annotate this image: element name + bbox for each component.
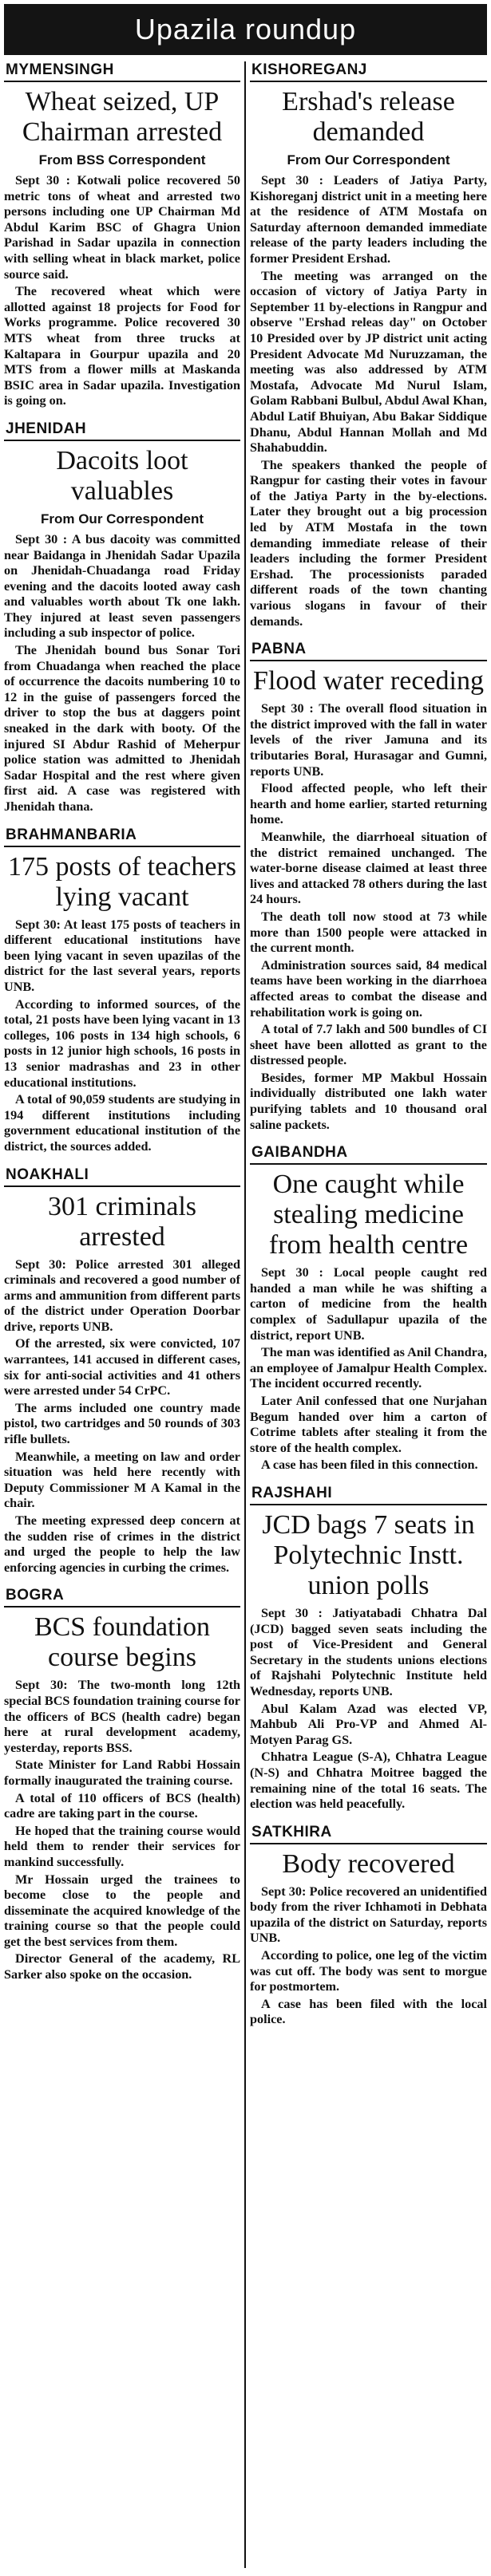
story-paragraph: Sept 30: Police arrested 301 alleged criminals and recovered a good number of arms and ammunition from different parts of the district under Operation Doorbar drive, reports UNB. xyxy=(4,1256,240,1334)
district-label: BRAHMANBARIA xyxy=(4,826,240,847)
story-paragraph: A case has been filed with the local police. xyxy=(250,1996,487,2027)
news-story xyxy=(250,1824,487,2028)
story-body xyxy=(250,1265,487,1473)
story-body xyxy=(4,917,240,1155)
story-paragraph: Sept 30 : Local people caught red handed a man while he was shifting a carton of medicine from the health complex of Sadullapur upazila of the district, report UNB. xyxy=(250,1265,487,1343)
news-story xyxy=(250,641,487,1133)
story-paragraph: Sept 30: At least 175 posts of teachers in different educational institutions have been lying vacant in seven upazilas of the district for the last several years, reports UNB. xyxy=(4,917,240,994)
news-story xyxy=(250,1144,487,1473)
story-paragraph: Sept 30: The two-month long 12th special BCS foundation training course for the officers of BCS (health cadre) began here at rural development academy, yesterday, reports BSS. xyxy=(4,1678,240,1755)
district-label: RAJSHAHI xyxy=(250,1485,487,1505)
story-paragraph: Sept 30: Police recovered an unidentified body from the river Ichhamoti in Debhata upazila of the district on Saturday, reports UNB. xyxy=(250,1884,487,1946)
story-headline: Ershad's release demanded xyxy=(282,87,455,147)
story-paragraph: A total of 90,059 students are studying in 194 different institutions including government educational institution of the district, the sources added. xyxy=(4,1092,240,1154)
story-byline: From BSS Correspondent xyxy=(38,152,206,168)
story-paragraph: Meanwhile, a meeting on law and order situation was held here recently with Deputy Commissioner M A Kamal in the chair. xyxy=(4,1449,240,1511)
story-paragraph: He hoped that the training course would held them to render their services for mankind successfully. xyxy=(4,1823,240,1869)
story-paragraph: Sept 30 : Leaders of Jatiya Party, Kishoreganj district unit in a meeting here at the residence of ATM Mostafa on Saturday afternoon demanded immediate release of the party leaders including the former President Ershad. xyxy=(250,173,487,266)
story-paragraph: Besides, former MP Makbul Hossain individually distributed one lakh water purifying tablets and 10 thousand oral saline packets. xyxy=(250,1070,487,1132)
story-paragraph: The meeting expressed deep concern at the sudden rise of crimes in the district and urged the people to help the law enforcing agencies in curbing the crimes. xyxy=(4,1513,240,1575)
story-paragraph: A case has been filed in this connection. xyxy=(261,1458,478,1473)
story-paragraph: The Jhenidah bound bus Sonar Tori from Chuadanga when reached the place of occurrence the dacoits numbering 10 to 12 in the guise of passengers forced the driver to stop the bus at daggers point sneaked in the dark with booty. Of the injured SI Abdur Rashid of Meherpur police station was admitted to Jhenidah Sadar Hospital and the rest where given first aid. A case was registered with Jhenidah thana. xyxy=(4,643,240,814)
story-paragraph: State Minister for Land Rabbi Hossain formally inaugurated the training course. xyxy=(4,1757,240,1788)
story-paragraph: According to informed sources, of the total, 21 posts have been lying vacant in 13 colleges, 106 posts in 134 high schools, 6 posts in 12 junior high schools, 16 posts in 13 senior madrashas and 23 in other educational institutions. xyxy=(4,996,240,1090)
story-headline: 175 posts of teachers lying vacant xyxy=(7,851,237,912)
story-byline: From Our Correspondent xyxy=(40,511,204,527)
story-headline: JCD bags 7 seats in Polytechnic Instt. union polls xyxy=(262,1509,475,1600)
story-paragraph: The speakers thanked the people of Rangpur for casting their votes in favour of the Jatiya Party in the by-elections. Later they brought out a big procession led by ATM Mostafa in the town demanding immediate release of their leaders including the former President Ershad. The processionists paraded different roads of the town chanting various slogans in favour of their demands. xyxy=(250,457,487,629)
story-body xyxy=(250,701,487,1133)
story-body xyxy=(4,532,240,815)
story-paragraph: Administration sources said, 84 medical teams have been working in the diarrhoea affected areas to combat the disease and rehabilitation work is going on. xyxy=(250,957,487,1020)
story-headline: BCS foundation course begins xyxy=(34,1612,211,1673)
news-story xyxy=(4,826,240,1155)
story-paragraph: Chhatra League (S-A), Chhatra League (N-S) and Chhatra Moitree bagged the remaining nine of the total 16 seats. The election was held peacefully. xyxy=(250,1750,487,1812)
section-banner: Upazila roundup xyxy=(4,4,487,55)
story-paragraph: Of the arrested, six were convicted, 107 warrantees, 141 accused in different cases, six for anti-social activities and 41 others were arrested under 54 CrPC. xyxy=(4,1336,240,1398)
story-paragraph: The arms included one country made pistol, two cartridges and 50 rounds of 303 rifle bullets. xyxy=(4,1400,240,1447)
story-body xyxy=(4,173,240,409)
story-body xyxy=(4,1678,240,1982)
district-label: BOGRA xyxy=(4,1587,240,1608)
story-paragraph: Flood affected people, who left their hearth and home earlier, started returning home. xyxy=(250,781,487,827)
left-column xyxy=(4,61,240,2568)
column-divider xyxy=(244,61,246,2568)
story-paragraph: The death toll now stood at 73 while more than 1500 people were attacked in the current month. xyxy=(250,909,487,956)
story-paragraph: Mr Hossain urged the trainees to become close to the people and disseminate the acquired knowledge of the training course so that the people could get the best services from them. xyxy=(4,1872,240,1949)
district-label: GAIBANDHA xyxy=(250,1144,487,1165)
story-headline: Dacoits loot valuables xyxy=(56,445,188,506)
right-column xyxy=(250,61,487,2568)
story-body xyxy=(250,1606,487,1813)
story-body xyxy=(250,173,487,629)
news-story xyxy=(4,61,240,409)
district-label: SATKHIRA xyxy=(250,1824,487,1844)
news-story xyxy=(250,1485,487,1813)
story-paragraph: Sept 30 : Kotwali police recovered 50 metric tons of wheat and arrested two persons including one UP Chairman Md Abdul Karim BSC of Ghagra Union Parishad in Sadar upazila in connection with selling wheat in black market, police source said. xyxy=(4,173,240,282)
story-body xyxy=(250,1884,487,2028)
story-paragraph: Sept 30 : A bus dacoity was committed near Baidanga in Jhenidah Sadar Upazila on Jhenidah-Chuadanga road Friday evening and the dacoits looted away cash and valuables worth about Tk one lakh. They injured at least seven passengers including a sub inspector of police. xyxy=(4,531,240,641)
story-headline: Flood water receding xyxy=(253,666,484,696)
news-story xyxy=(4,420,240,815)
story-headline: 301 criminals arrested xyxy=(47,1191,197,1252)
story-paragraph: The recovered wheat which were allotted against 18 projects for Food for Works programme. Police recovered 30 MTS wheat from three trucks at Kaltapara in Gourpur upazila and 20 MTS from a flower mills at Maskanda BSIC area in Sadar upazila. Investigation is going on. xyxy=(4,284,240,408)
story-paragraph: A total of 7.7 lakh and 500 bundles of CI sheet have been allotted as grant to the distressed people. xyxy=(250,1022,487,1068)
district-label: KISHOREGANJ xyxy=(250,61,487,82)
story-byline: From Our Correspondent xyxy=(287,152,450,168)
story-paragraph: Director General of the academy, RL Sarker also spoke on the occasion. xyxy=(4,1951,240,1982)
district-label: JHENIDAH xyxy=(4,420,240,441)
district-label: NOAKHALI xyxy=(4,1166,240,1187)
newspaper-page xyxy=(4,4,487,2568)
news-story xyxy=(4,1587,240,1982)
story-paragraph: A total of 110 officers of BCS (health) cadre are taking part in the course. xyxy=(4,1790,240,1821)
story-paragraph: Sept 30 : Jatiyatabadi Chhatra Dal (JCD) bagged seven seats including the post of Vice-President and General Secretary in the students unions elections of Rajshahi Polytechnic Institute held Wednesday, reports UNB. xyxy=(250,1605,487,1698)
columns xyxy=(4,61,487,2568)
story-paragraph: Abul Kalam Azad was elected VP, Mahbub Ali Pro-VP and Ahmed Al-Motyen Parag GS. xyxy=(250,1701,487,1747)
story-paragraph: According to police, one leg of the victim was cut off. The body was sent to morgue for postmortem. xyxy=(250,1948,487,1994)
story-headline: One caught while stealing medicine from health centre xyxy=(268,1170,469,1260)
story-body xyxy=(4,1257,240,1576)
story-paragraph: The meeting was arranged on the occasion of victory of Jatiya Party in September 11 by-elections in Rangpur and observe "Ershad releas day" on October 10 Presided over by JP district unit acting President Advocate Md Nuruzzaman, the meeting was also addressed by ATM Mostafa, Advocate Md Nurul Islam, Golam Rabbani Bulbul, Abdul Awal Khan, Abdul Latif Bhuiyan, Abu Bakar Siddique Dhanu, Abdul Hannan Mollah and Md Shahabuddin. xyxy=(250,268,487,456)
news-story xyxy=(250,61,487,629)
story-headline: Wheat seized, UP Chairman arrested xyxy=(22,87,223,147)
story-headline: Body recovered xyxy=(282,1848,455,1879)
story-paragraph: The man was identified as Anil Chandra, an employee of Jamalpur Health Complex. The incident occurred recently. xyxy=(250,1345,487,1391)
story-paragraph: Sept 30 : The overall flood situation in the district improved with the fall in water levels of the river Jamuna and its tributaries Boral, Hurasagar and Gumni, reports UNB. xyxy=(250,701,487,779)
story-paragraph: Meanwhile, the diarrhoeal situation of the district remained unchanged. The water-borne disease claimed at least three lives and attacked 78 others during the last 24 hours. xyxy=(250,829,487,907)
story-paragraph: Later Anil confessed that one Nurjahan Begum handed over him a carton of Cotrime tablets after stealing it from the store of the health complex. xyxy=(250,1394,487,1455)
district-label: MYMENSINGH xyxy=(4,61,240,82)
district-label: PABNA xyxy=(250,641,487,661)
news-story xyxy=(4,1166,240,1576)
